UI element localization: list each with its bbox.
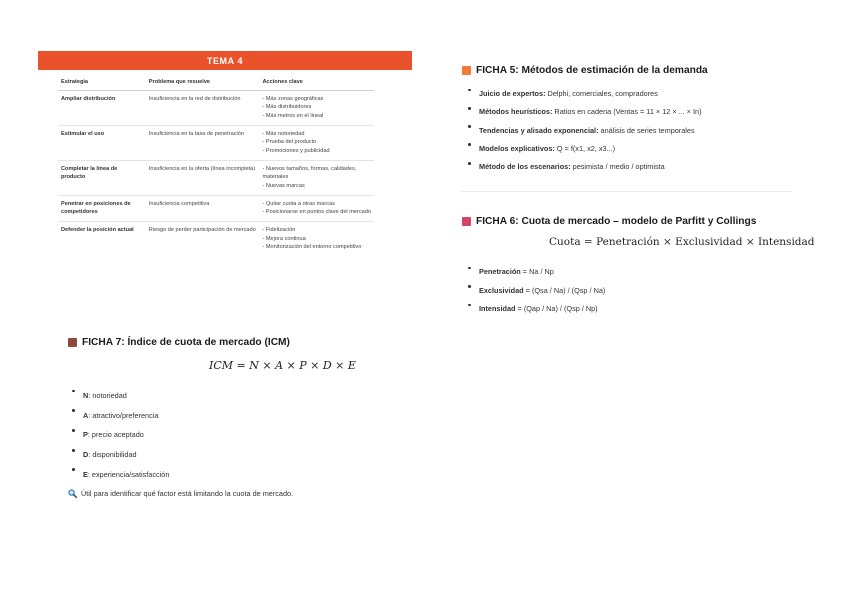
item-text: : disponibilidad (88, 450, 137, 460)
tema-banner: TEMA 4 (38, 51, 412, 70)
strategy-cell: Completar la línea de producto (58, 160, 146, 195)
ficha7-title (68, 337, 290, 348)
action-item: - Nuevas marcas (262, 182, 305, 189)
item-label: N (83, 391, 89, 400)
strategy-cell: Ampliar distribución (58, 90, 146, 125)
list-item (466, 140, 702, 158)
table-row (58, 160, 374, 195)
ficha6-title-text: FICHA 6: Cuota de mercado – modelo de Parfitt y Collings (476, 216, 757, 227)
item-label: Métodos heurísticos: (479, 107, 553, 117)
item-label: D (83, 450, 89, 460)
column-header: Problema que resuelve (146, 74, 260, 90)
table-header-row (58, 74, 374, 90)
item-text: Q = f(x1, x2, x3...) (554, 143, 616, 153)
ficha6-title (462, 216, 756, 227)
strategy-cell: Estimular el uso (58, 125, 146, 160)
item-label: Método de los escenarios: (479, 162, 571, 172)
problem-cell: Insuficiencia en la red de distribución (146, 90, 260, 125)
item-text: = Na / Np (520, 267, 554, 276)
list-item (466, 158, 702, 176)
item-text: : atractivo/preferencia (88, 410, 159, 420)
action-item: - Más distribuidores (262, 104, 312, 111)
item-label: Juicio de expertos: (479, 89, 546, 98)
action-item: - Más zonas geográficas (262, 95, 324, 102)
strategy-table (58, 74, 374, 256)
item-text: = (Qap / Na) / (Qsp / Np) (515, 304, 598, 313)
actions-cell (259, 195, 374, 221)
strategy-cell: Defender la posición actual (61, 226, 134, 233)
item-label: Penetración (479, 267, 521, 276)
ficha5-list (466, 85, 702, 176)
action-item: - Fidelización (262, 226, 296, 233)
actions-cell (259, 160, 374, 195)
ficha7-title-text: FICHA 7: Índice de cuota de mercado (ICM) (82, 337, 290, 348)
action-item: - Nuevos tamaños, formas, calidades, materiales (262, 165, 357, 181)
table-row (58, 195, 374, 221)
item-label: Modelos explicativos: (479, 143, 555, 153)
list-item (466, 300, 605, 319)
actions-cell (259, 90, 374, 125)
list-item (466, 122, 702, 140)
action-item: - Mejora continua (262, 235, 306, 242)
action-item: - Promociones y publicidad (262, 147, 330, 154)
ficha7-list (70, 386, 169, 485)
item-text: Ratios en cadena (Ventas = 11 × 12 × ... × In) (552, 107, 702, 117)
list-item (70, 406, 169, 426)
strategy-cell: Penetrar en posiciones de competidores (58, 195, 146, 221)
magnifier-icon (68, 489, 77, 498)
action-item: - Más notoriedad (262, 130, 305, 137)
problem-cell: Insuficiencia competitiva (146, 195, 260, 221)
list-item (466, 263, 605, 282)
item-label: P (83, 430, 88, 440)
problem-cell: Insuficiencia en la oferta (línea incompleta) (146, 160, 260, 195)
list-item (466, 103, 702, 121)
list-item (70, 425, 169, 445)
action-item: - Prueba del producto (262, 139, 317, 146)
item-text: pesimista / medio / optimista (570, 162, 665, 172)
note-text: Útil para identificar qué factor está limitando la cuota de mercado. (81, 489, 294, 498)
item-label: Tendencias y alisado exponencial: (479, 125, 599, 135)
column-header: Acciones clave (259, 74, 374, 90)
ficha7-formula: ICM = N × A × P × D × E (209, 359, 356, 372)
list-item (70, 465, 169, 485)
table-row (58, 90, 374, 125)
ficha7-note (68, 489, 293, 498)
item-label: Exclusividad (479, 285, 524, 295)
list-item (466, 85, 702, 103)
actions-cell (259, 221, 374, 255)
item-label: E (83, 469, 88, 479)
table-row (58, 221, 374, 255)
item-label: Intensidad (479, 304, 516, 313)
ficha5-title-text: FICHA 5: Métodos de estimación de la demanda (476, 65, 708, 76)
item-text: Delphi, comerciales, compradores (545, 89, 658, 98)
ficha6-list (466, 263, 605, 319)
table-row (58, 125, 374, 160)
item-text: = (Qsa / Na) / (Qsp / Na) (523, 285, 606, 295)
action-item: - Posicionarse en puntos clave del mercado (262, 209, 371, 216)
list-item (70, 386, 169, 406)
square-icon (462, 66, 471, 75)
ficha5-title (462, 65, 708, 76)
problem-cell: Insuficiencia en la tasa de penetración (146, 125, 260, 160)
item-text: : experiencia/satisfacción (87, 469, 170, 479)
action-item: - Más metros en el lineal (262, 112, 324, 119)
section-divider (460, 191, 792, 192)
square-icon (68, 338, 77, 347)
item-text: : precio aceptado (87, 430, 144, 440)
item-text: análisis de series temporales (598, 125, 695, 135)
ficha6-formula: Cuota = Penetración × Exclusividad × Intensidad (549, 236, 815, 248)
action-item: - Quitar cuota a otras marcas (262, 200, 335, 207)
column-header: Estrategia (58, 74, 146, 90)
actions-cell (259, 125, 374, 160)
action-item: - Monitorización del entorno competitivo (262, 244, 362, 251)
item-text: : notoriedad (88, 391, 127, 400)
item-label: A (83, 410, 89, 420)
list-item (466, 282, 605, 301)
square-icon (462, 217, 471, 226)
list-item (70, 445, 169, 465)
problem-cell: Riesgo de perder participación de mercado (148, 226, 256, 233)
